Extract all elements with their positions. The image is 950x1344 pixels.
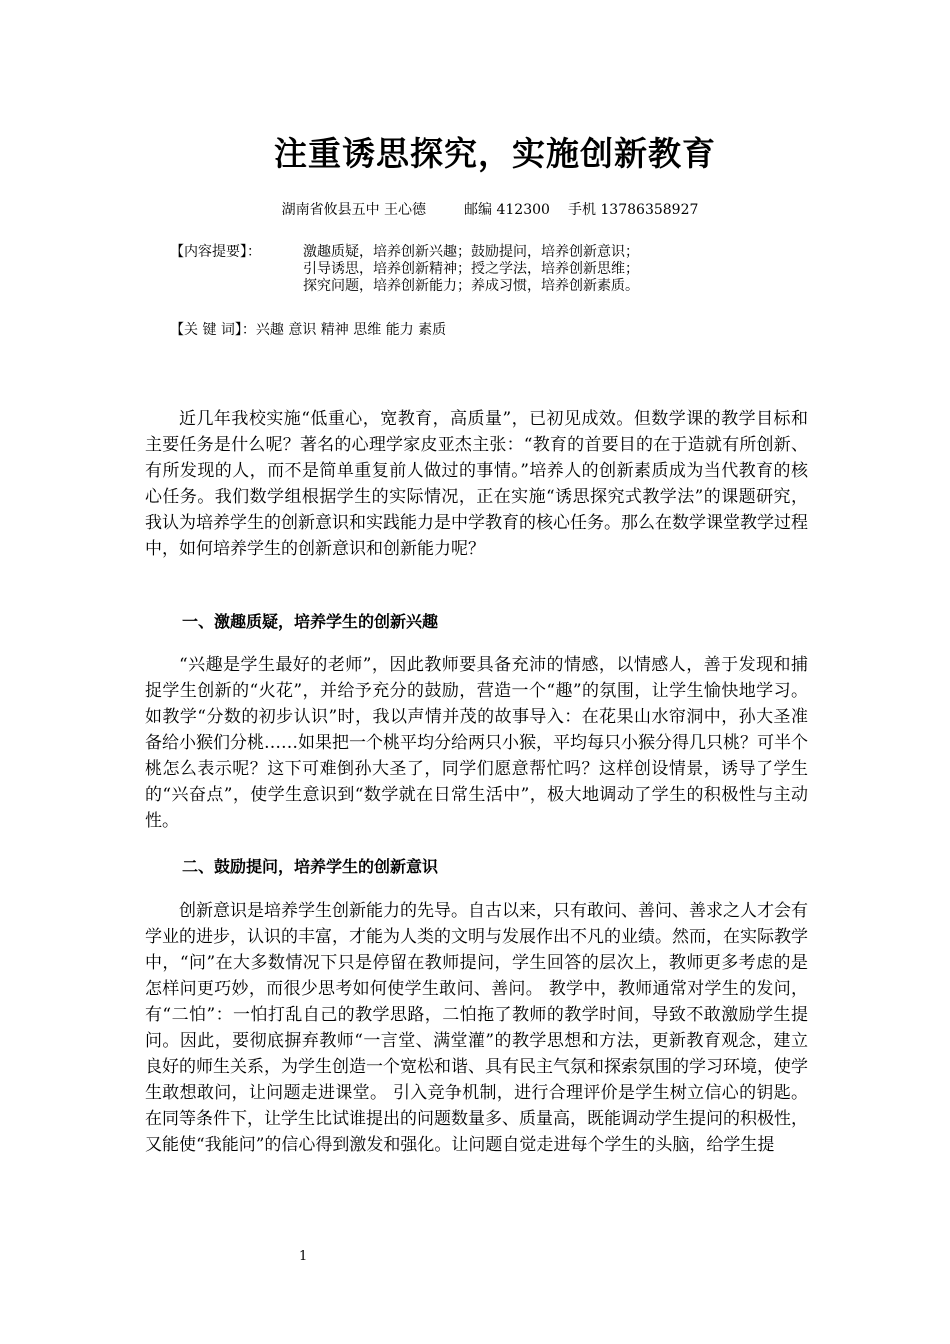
page-title: 注重诱思探究，实施创新教育 bbox=[274, 134, 716, 173]
abstract-label: 【内容提要】： bbox=[170, 244, 261, 260]
abstract-lines bbox=[303, 244, 639, 295]
author-school-name: 湖南省攸县五中 王心德 bbox=[281, 202, 427, 218]
author-line bbox=[0, 199, 950, 219]
intro-section bbox=[145, 406, 808, 562]
section-1-paragraph: “兴趣是学生最好的老师”，因此教师要具备充沛的情感，以情感人，善于发现和捕捉学生创新的“火花”，并给予充分的鼓励，营造一个“趣”的氛围，让学生愉快地学习。如教学“分数的初步认识”时，我以声情并茂的故事导入：在花果山水帘洞中，孙大圣准备给小猴们分桃……如果把一个桃平均分给两只小猴，平均每只小猴分得几只桃？可半个桃怎么表示呢？这下可难倒孙大圣了，同学们愿意帮忙吗？这样创设情景，诱导了学生的“兴奋点”，使学生意识到“数学就在日常生活中”，极大地调动了学生的积极性与主动性。 bbox=[145, 655, 808, 831]
section-2-heading: 二、鼓励提问，培养学生的创新意识 bbox=[182, 857, 439, 876]
keywords-line: 【关 键 词】：兴趣 意识 精神 思维 能力 素质 bbox=[170, 322, 447, 338]
abstract-line: 探究问题，培养创新能力；养成习惯，培养创新素质。 bbox=[303, 278, 639, 294]
author-postcode: 邮编 412300 bbox=[464, 202, 550, 218]
section-1-heading: 一、激趣质疑，培养学生的创新兴趣 bbox=[182, 612, 439, 631]
intro-paragraph: 近几年我校实施“低重心，宽教育，高质量”，已初见成效。但数学课的教学目标和主要任务是什么呢？著名的心理学家皮亚杰主张：“教育的首要目的在于造就有所创新、有所发现的人，而不是简单重复前人做过的事情。”培养人的创新素质成为当代教育的核心任务。我们数学组根据学生的实际情况，正在实施“诱思探究式教学法”的课题研究，我认为培养学生的创新意识和实践能力是中学教育的核心任务。那么在数学课堂教学过程中，如何培养学生的创新意识和创新能力呢？ bbox=[145, 409, 808, 559]
section-2-body bbox=[145, 898, 808, 1158]
author-phone: 手机 13786358927 bbox=[567, 202, 699, 218]
section-2-paragraph: 创新意识是培养学生创新能力的先导。自古以来，只有敢问、善问、善求之人才会有学业的进步，认识的丰富，才能为人类的文明与发展作出不凡的业绩。然而，在实际教学中，“问”在大多数情况下只是停留在教师提问，学生回答的层次上，教师更多考虑的是怎样问更巧妙，而很少思考如何使学生敢问、善问。 教学中，教师通常对学生的发问，有“二怕”：一怕打乱自己的教学思路，二怕拖了教师的教学时间，导致不敢激励学生提问。因此，要彻底摒弃教师“一言堂、满堂灌”的教学思想和方法，更新教育观念，建立良好的师生关系，为学生创造一个宽松和谐、具有民主气氛和探索氛围的学习环境，使学生敢想敢问，让问题走进课堂。 引入竞争机制，进行合理评价是学生树立信心的钥匙。在同等条件下，让学生比试谁提出的问题数量多、质量高，既能调动学生提问的积极性，又能使“我能问”的信心得到激发和强化。让问题自觉走进每个学生的头脑，给学生提 bbox=[145, 901, 808, 1155]
abstract-line: 引导诱思，培养创新精神；授之学法，培养创新思维； bbox=[303, 261, 639, 277]
section-1-body bbox=[145, 652, 808, 834]
abstract-line: 激趣质疑，培养创新兴趣；鼓励提问，培养创新意识； bbox=[303, 244, 639, 260]
page-number: 1 bbox=[299, 1249, 308, 1264]
